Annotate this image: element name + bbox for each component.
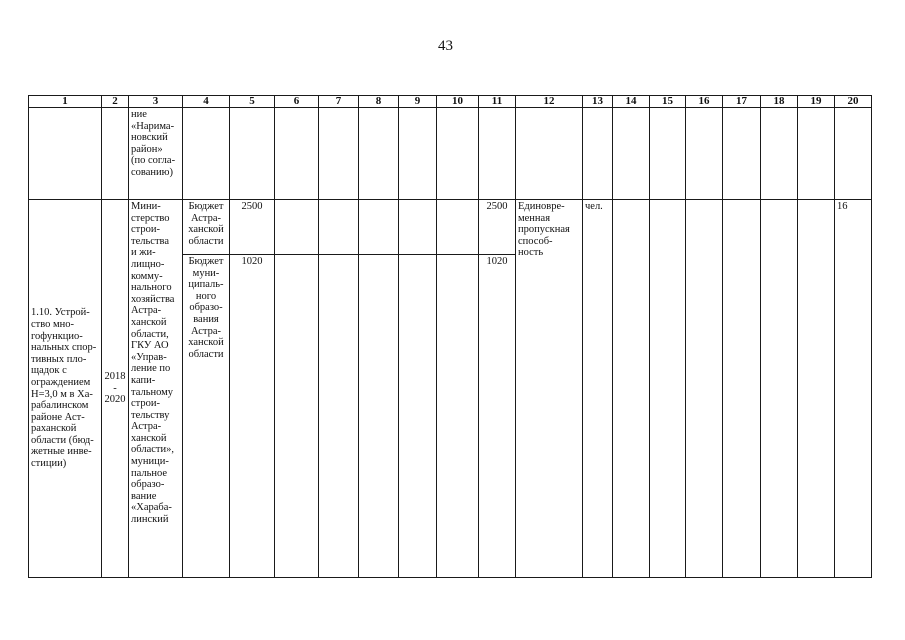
value-cell: 16 xyxy=(835,200,872,578)
header-cell: 12 xyxy=(516,96,583,108)
table-row xyxy=(29,200,872,255)
data-table xyxy=(28,95,872,578)
table-row xyxy=(29,108,872,200)
header-cell: 19 xyxy=(798,96,835,108)
unit-cell: чел. xyxy=(583,200,613,578)
event-name-cell: 1.10. Устрой- ство мно- гофункцио- нальных спор- тивных пло- щадок с ограждением Н=3,0 м в Ха- рабалинском районе Аст- раханской области (бюд- жетные инве- стиции) xyxy=(29,200,102,578)
header-cell: 9 xyxy=(399,96,437,108)
header-cell: 7 xyxy=(319,96,359,108)
period-cell: 2018 - 2020 xyxy=(102,200,129,578)
responsible-cell-continued: ние «Нарима- новский район» (по согла- сованию) xyxy=(129,108,183,200)
amount-total-regional: 2500 xyxy=(230,200,275,255)
page-number: 43 xyxy=(438,38,453,54)
amount-2020-municipal: 1020 xyxy=(479,255,516,578)
header-cell: 5 xyxy=(230,96,275,108)
header-cell: 20 xyxy=(835,96,872,108)
header-cell: 15 xyxy=(650,96,686,108)
header-cell: 11 xyxy=(479,96,516,108)
header-row xyxy=(29,96,872,108)
header-cell: 16 xyxy=(686,96,723,108)
funding-source-regional: Бюджет Астра- ханской области xyxy=(183,200,230,255)
indicator-cell: Единовре- менная пропускная способ- ность xyxy=(516,200,583,578)
header-cell: 18 xyxy=(761,96,798,108)
header-cell: 6 xyxy=(275,96,319,108)
funding-source-municipal: Бюджет муни- ципаль- ного образо- вания Астра- ханской области xyxy=(183,255,230,578)
header-cell: 1 xyxy=(29,96,102,108)
responsible-cell: Мини- стерство строи- тельства и жи- лищно- комму- нального хозяйства Астра- ханской области, ГКУ АО «Управ- ление по капи- тальному строи- тельству Астра- ханской области», муници- пальное образо- вание «Хараба- линский xyxy=(129,200,183,578)
header-cell: 14 xyxy=(613,96,650,108)
header-cell: 10 xyxy=(437,96,479,108)
amount-2020-regional: 2500 xyxy=(479,200,516,255)
amount-total-municipal: 1020 xyxy=(230,255,275,578)
header-cell: 17 xyxy=(723,96,761,108)
header-cell: 8 xyxy=(359,96,399,108)
header-cell: 13 xyxy=(583,96,613,108)
header-cell: 3 xyxy=(129,96,183,108)
header-cell: 2 xyxy=(102,96,129,108)
header-cell: 4 xyxy=(183,96,230,108)
